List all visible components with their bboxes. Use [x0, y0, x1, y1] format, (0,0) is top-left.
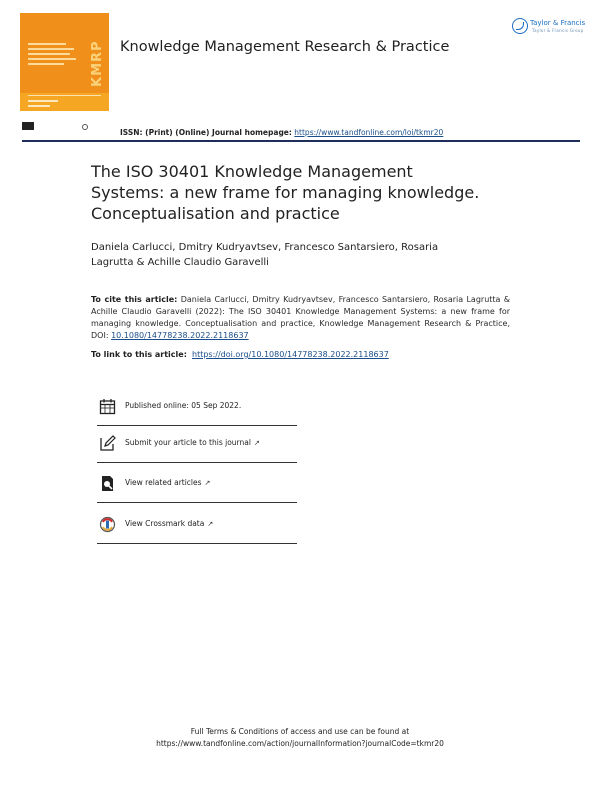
submit-article-icon [99, 435, 116, 452]
crossmark-link[interactable] [125, 519, 213, 528]
taylor-francis-logo[interactable] [512, 16, 586, 40]
cover-text-line [28, 43, 66, 45]
journal-homepage-link[interactable]: https://www.tandfonline.com/loi/tkmr20 [294, 128, 444, 137]
article-title-line: Conceptualisation and practice [91, 204, 340, 223]
related-articles-icon [99, 475, 116, 492]
calendar-icon [99, 398, 116, 415]
publisher-logo-icon [22, 122, 34, 130]
external-link-icon: ↗ [207, 520, 214, 528]
article-title-line: The ISO 30401 Knowledge Management [91, 162, 413, 181]
citation-doi-link[interactable]: 10.1080/14778238.2022.2118637 [111, 331, 249, 340]
article-title [91, 161, 511, 224]
citation-label: To cite this article: [91, 295, 178, 304]
published-online-row [97, 392, 297, 426]
crossmark-row[interactable] [97, 510, 297, 544]
external-link-icon: ↗ [253, 439, 260, 447]
crossmark-icon [99, 516, 116, 533]
issn-line [120, 128, 443, 137]
cover-separator [28, 95, 101, 96]
submit-article-link[interactable] [125, 438, 260, 447]
footer-terms-link[interactable]: https://www.tandfonline.com/action/journalInformation?journalCode=tkmr20 [156, 739, 444, 748]
related-articles-label: View related articles [125, 478, 202, 487]
society-logo-icon [82, 124, 88, 130]
article-doi-link[interactable]: https://doi.org/10.1080/14778238.2022.2118637 [192, 350, 389, 359]
submit-article-label: Submit your article to this journal [125, 438, 251, 447]
issn-label: ISSN: (Print) (Online) Journal homepage: [120, 128, 292, 137]
tf-logo-icon [512, 18, 528, 34]
cover-text-line [28, 48, 74, 50]
related-articles-row[interactable] [97, 469, 297, 503]
submit-article-row[interactable] [97, 429, 297, 463]
tf-logo-name: Taylor & Francis [530, 19, 586, 27]
row-separator [97, 543, 297, 544]
row-separator [97, 502, 297, 503]
cover-text-line [28, 63, 64, 65]
authors [91, 240, 511, 270]
cover-text-line [28, 58, 76, 60]
cover-text-line [28, 53, 70, 55]
footer-terms-text: Full Terms & Conditions of access and use can be found at [190, 727, 410, 736]
row-separator [97, 425, 297, 426]
crossmark-label: View Crossmark data [125, 519, 205, 528]
related-articles-link[interactable] [125, 478, 210, 487]
cover-letters: KMRP [90, 40, 105, 87]
article-link-line [91, 349, 510, 361]
article-link-label: To link to this article: [91, 350, 187, 359]
external-link-icon: ↗ [204, 479, 211, 487]
citation-text: Daniela Carlucci, Dmitry Kudryavtsev, Francesco Santarsiero, Rosaria Lagrutta & Achille Claudio Garavelli (2022): The ISO 30401 Knowledge Management Systems: a new frame for managing knowledge. Conceptualisation and practice, Knowledge Management Research & Practice, DOI: [91, 295, 511, 340]
header-rule [22, 140, 580, 142]
article-title-line: Systems: a new frame for managing knowledge. [91, 183, 480, 202]
authors-line: Lagrutta & Achille Claudio Garavelli [91, 257, 269, 268]
citation-block [91, 294, 510, 342]
journal-title[interactable]: Knowledge Management Research & Practice [120, 39, 450, 55]
cover-text-line [28, 105, 50, 107]
row-separator [97, 462, 297, 463]
tf-logo-subtitle: Taylor & Francis Group [532, 28, 584, 33]
cover-text-line [28, 100, 58, 102]
journal-cover-image [20, 13, 109, 111]
authors-line: Daniela Carlucci, Dmitry Kudryavtsev, Francesco Santarsiero, Rosaria [91, 242, 439, 253]
published-online-text: Published online: 05 Sep 2022. [125, 401, 242, 410]
